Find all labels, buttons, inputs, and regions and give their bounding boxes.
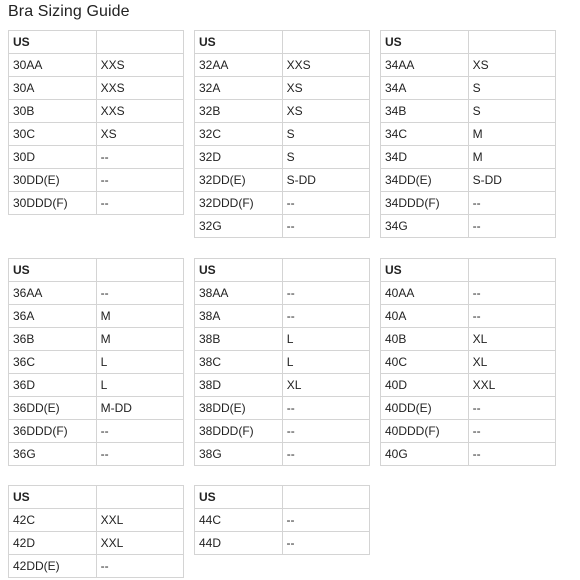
letter-size-cell: XS xyxy=(282,100,369,123)
letter-size-cell: -- xyxy=(96,282,183,305)
table-row xyxy=(381,123,556,146)
letter-size-cell: -- xyxy=(282,532,369,555)
letter-size-cell: -- xyxy=(468,192,555,215)
size-table xyxy=(8,258,184,466)
size-table-36 xyxy=(8,258,184,466)
us-size-cell: 34A xyxy=(381,77,469,100)
table-row xyxy=(381,443,556,466)
table-row xyxy=(9,374,184,397)
table-row xyxy=(195,77,370,100)
us-size-cell: 36AA xyxy=(9,282,97,305)
table-row xyxy=(381,397,556,420)
letter-size-cell: -- xyxy=(282,282,369,305)
us-size-cell: 32A xyxy=(195,77,283,100)
us-size-cell: 38C xyxy=(195,351,283,374)
table-row xyxy=(195,146,370,169)
table-row xyxy=(381,215,556,238)
table-row xyxy=(9,443,184,466)
table-row xyxy=(381,420,556,443)
us-size-cell: 38G xyxy=(195,443,283,466)
table-row xyxy=(9,123,184,146)
letter-size-cell: XL xyxy=(468,351,555,374)
table-row xyxy=(9,169,184,192)
us-size-cell: 40DDD(F) xyxy=(381,420,469,443)
us-size-cell: 38A xyxy=(195,305,283,328)
table-row xyxy=(195,328,370,351)
letter-size-cell: S xyxy=(468,77,555,100)
table-row xyxy=(9,420,184,443)
letter-size-cell: -- xyxy=(468,420,555,443)
table-row xyxy=(195,532,370,555)
us-size-cell: 32DD(E) xyxy=(195,169,283,192)
us-size-cell: 32D xyxy=(195,146,283,169)
us-size-cell: 40D xyxy=(381,374,469,397)
table-header-row xyxy=(195,259,370,282)
table-row xyxy=(9,509,184,532)
letter-size-cell: L xyxy=(96,374,183,397)
column-header-us: US xyxy=(9,486,97,509)
column-header-size xyxy=(468,31,555,54)
table-row xyxy=(381,305,556,328)
table-row xyxy=(381,100,556,123)
letter-size-cell: M xyxy=(468,146,555,169)
us-size-cell: 42C xyxy=(9,509,97,532)
table-header-row xyxy=(195,486,370,509)
column-header-us: US xyxy=(195,31,283,54)
letter-size-cell: -- xyxy=(468,305,555,328)
letter-size-cell: XXS xyxy=(96,100,183,123)
us-size-cell: 34C xyxy=(381,123,469,146)
table-row xyxy=(9,328,184,351)
letter-size-cell: -- xyxy=(468,282,555,305)
us-size-cell: 36DDD(F) xyxy=(9,420,97,443)
letter-size-cell: -- xyxy=(282,305,369,328)
table-header-row xyxy=(9,486,184,509)
us-size-cell: 32AA xyxy=(195,54,283,77)
letter-size-cell: -- xyxy=(96,192,183,215)
table-row xyxy=(195,397,370,420)
us-size-cell: 32C xyxy=(195,123,283,146)
us-size-cell: 30C xyxy=(9,123,97,146)
us-size-cell: 44D xyxy=(195,532,283,555)
table-row xyxy=(9,77,184,100)
size-table xyxy=(380,258,556,466)
size-table xyxy=(194,485,370,555)
size-table-30 xyxy=(8,30,184,215)
letter-size-cell: S-DD xyxy=(282,169,369,192)
size-table-38 xyxy=(194,258,370,466)
table-row xyxy=(381,169,556,192)
letter-size-cell: S xyxy=(468,100,555,123)
us-size-cell: 36B xyxy=(9,328,97,351)
table-row xyxy=(195,420,370,443)
table-row xyxy=(9,532,184,555)
table-row xyxy=(381,351,556,374)
letter-size-cell: -- xyxy=(282,192,369,215)
us-size-cell: 36A xyxy=(9,305,97,328)
us-size-cell: 30AA xyxy=(9,54,97,77)
table-row xyxy=(195,443,370,466)
us-size-cell: 32G xyxy=(195,215,283,238)
table-row xyxy=(381,282,556,305)
table-row xyxy=(195,282,370,305)
table-row xyxy=(195,509,370,532)
size-table xyxy=(194,258,370,466)
size-table-44 xyxy=(194,485,370,555)
us-size-cell: 40DD(E) xyxy=(381,397,469,420)
letter-size-cell: -- xyxy=(96,169,183,192)
us-size-cell: 42DD(E) xyxy=(9,555,97,578)
column-header-size xyxy=(282,31,369,54)
table-row xyxy=(195,169,370,192)
us-size-cell: 38DDD(F) xyxy=(195,420,283,443)
letter-size-cell: M xyxy=(96,328,183,351)
letter-size-cell: -- xyxy=(468,215,555,238)
table-header-row xyxy=(381,31,556,54)
us-size-cell: 36G xyxy=(9,443,97,466)
size-table xyxy=(380,30,556,238)
letter-size-cell: XXS xyxy=(282,54,369,77)
letter-size-cell: -- xyxy=(282,509,369,532)
us-size-cell: 30B xyxy=(9,100,97,123)
size-table-32 xyxy=(194,30,370,238)
letter-size-cell: L xyxy=(282,328,369,351)
table-row xyxy=(195,215,370,238)
us-size-cell: 40C xyxy=(381,351,469,374)
table-row xyxy=(9,351,184,374)
letter-size-cell: -- xyxy=(282,397,369,420)
size-table xyxy=(8,30,184,215)
letter-size-cell: -- xyxy=(96,420,183,443)
table-row xyxy=(195,374,370,397)
letter-size-cell: S xyxy=(282,123,369,146)
column-header-us: US xyxy=(9,31,97,54)
letter-size-cell: XL xyxy=(282,374,369,397)
size-table xyxy=(194,30,370,238)
table-header-row xyxy=(9,259,184,282)
column-header-size xyxy=(282,486,369,509)
column-header-size xyxy=(282,259,369,282)
letter-size-cell: -- xyxy=(96,146,183,169)
table-row xyxy=(381,77,556,100)
column-header-size xyxy=(468,259,555,282)
letter-size-cell: M-DD xyxy=(96,397,183,420)
us-size-cell: 34D xyxy=(381,146,469,169)
us-size-cell: 32DDD(F) xyxy=(195,192,283,215)
page-title: Bra Sizing Guide xyxy=(8,3,130,20)
column-header-us: US xyxy=(381,31,469,54)
letter-size-cell: XXL xyxy=(468,374,555,397)
table-row xyxy=(9,282,184,305)
us-size-cell: 36C xyxy=(9,351,97,374)
letter-size-cell: XL xyxy=(468,328,555,351)
us-size-cell: 38AA xyxy=(195,282,283,305)
letter-size-cell: -- xyxy=(96,443,183,466)
letter-size-cell: S-DD xyxy=(468,169,555,192)
table-row xyxy=(381,54,556,77)
table-header-row xyxy=(381,259,556,282)
us-size-cell: 34DD(E) xyxy=(381,169,469,192)
letter-size-cell: -- xyxy=(96,555,183,578)
letter-size-cell: -- xyxy=(468,397,555,420)
column-header-us: US xyxy=(9,259,97,282)
letter-size-cell: -- xyxy=(468,443,555,466)
letter-size-cell: M xyxy=(96,305,183,328)
table-row xyxy=(195,123,370,146)
us-size-cell: 34AA xyxy=(381,54,469,77)
us-size-cell: 36DD(E) xyxy=(9,397,97,420)
table-header-row xyxy=(9,31,184,54)
letter-size-cell: XS xyxy=(468,54,555,77)
letter-size-cell: XXS xyxy=(96,54,183,77)
column-header-size xyxy=(96,31,183,54)
us-size-cell: 38B xyxy=(195,328,283,351)
us-size-cell: 44C xyxy=(195,509,283,532)
us-size-cell: 40B xyxy=(381,328,469,351)
letter-size-cell: XXL xyxy=(96,509,183,532)
table-row xyxy=(195,100,370,123)
letter-size-cell: L xyxy=(96,351,183,374)
us-size-cell: 32B xyxy=(195,100,283,123)
table-row xyxy=(9,305,184,328)
us-size-cell: 40G xyxy=(381,443,469,466)
table-row xyxy=(9,100,184,123)
table-row xyxy=(195,305,370,328)
letter-size-cell: M xyxy=(468,123,555,146)
size-table xyxy=(8,485,184,578)
column-header-size xyxy=(96,259,183,282)
table-row xyxy=(9,555,184,578)
letter-size-cell: XS xyxy=(96,123,183,146)
us-size-cell: 40A xyxy=(381,305,469,328)
us-size-cell: 38D xyxy=(195,374,283,397)
letter-size-cell: XXL xyxy=(96,532,183,555)
us-size-cell: 30A xyxy=(9,77,97,100)
us-size-cell: 30DDD(F) xyxy=(9,192,97,215)
letter-size-cell: L xyxy=(282,351,369,374)
us-size-cell: 34B xyxy=(381,100,469,123)
letter-size-cell: XS xyxy=(282,77,369,100)
us-size-cell: 38DD(E) xyxy=(195,397,283,420)
table-row xyxy=(9,192,184,215)
column-header-size xyxy=(96,486,183,509)
us-size-cell: 40AA xyxy=(381,282,469,305)
table-header-row xyxy=(195,31,370,54)
letter-size-cell: -- xyxy=(282,215,369,238)
table-row xyxy=(381,192,556,215)
table-row xyxy=(9,146,184,169)
table-row xyxy=(381,328,556,351)
table-row xyxy=(9,397,184,420)
column-header-us: US xyxy=(195,259,283,282)
table-row xyxy=(195,54,370,77)
table-row xyxy=(195,192,370,215)
table-row xyxy=(381,374,556,397)
us-size-cell: 30D xyxy=(9,146,97,169)
table-row xyxy=(9,54,184,77)
size-table-40 xyxy=(380,258,556,466)
letter-size-cell: S xyxy=(282,146,369,169)
us-size-cell: 42D xyxy=(9,532,97,555)
column-header-us: US xyxy=(195,486,283,509)
letter-size-cell: XXS xyxy=(96,77,183,100)
size-table-42 xyxy=(8,485,184,578)
table-row xyxy=(381,146,556,169)
us-size-cell: 36D xyxy=(9,374,97,397)
us-size-cell: 34G xyxy=(381,215,469,238)
letter-size-cell: -- xyxy=(282,443,369,466)
size-table-34 xyxy=(380,30,556,238)
letter-size-cell: -- xyxy=(282,420,369,443)
column-header-us: US xyxy=(381,259,469,282)
table-row xyxy=(195,351,370,374)
us-size-cell: 30DD(E) xyxy=(9,169,97,192)
us-size-cell: 34DDD(F) xyxy=(381,192,469,215)
